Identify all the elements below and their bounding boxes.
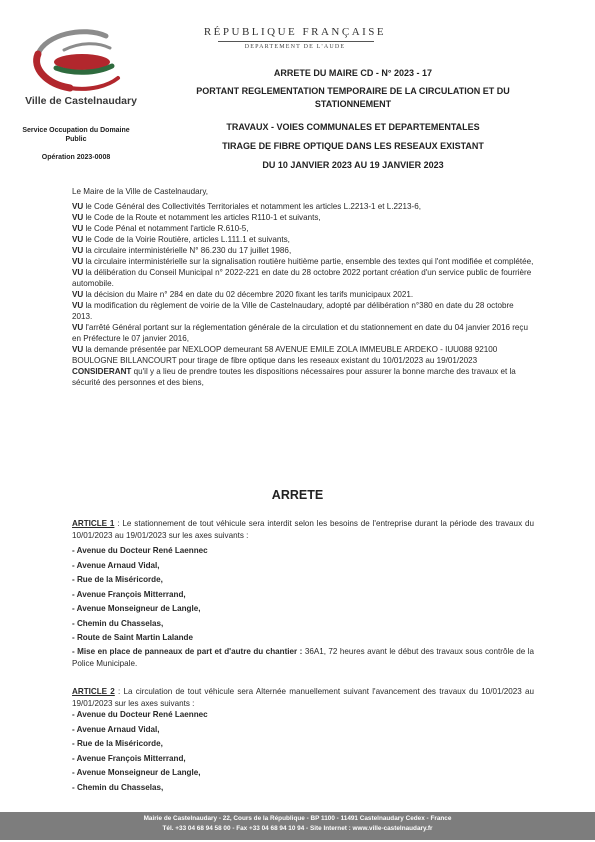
vu-text: le Code de la Route et notamment les articles R110-1 et suivants,	[85, 213, 321, 222]
works-heading: TRAVAUX - VOIES COMMUNALES ET DEPARTEMENTALES	[226, 122, 480, 132]
street-item: - Chemin du Chasselas,	[72, 618, 164, 628]
article-1-label: ARTICLE 1	[72, 519, 115, 528]
vu-word: VU	[72, 257, 84, 266]
vu-item	[72, 300, 534, 322]
mayor-intro: Le Maire de la Ville de Castelnaudary,	[72, 187, 209, 196]
vu-word: VU	[72, 323, 84, 332]
decree-number: ARRETE DU MAIRE CD - N° 2023 - 17	[273, 68, 433, 78]
departement-heading: DEPARTEMENT DE L'AUDE	[244, 44, 346, 50]
date-range-heading: DU 10 JANVIER 2023 AU 19 JANVIER 2023	[262, 160, 444, 170]
vu-list	[72, 201, 534, 366]
vu-item	[72, 289, 534, 300]
vu-item	[72, 234, 534, 245]
vu-item	[72, 267, 534, 289]
considerant-paragraph	[72, 366, 534, 388]
vu-text: le Code de la Voirie Routière, articles L.111.1 et suivants,	[85, 235, 290, 244]
republic-heading: RÉPUBLIQUE FRANÇAISE	[203, 26, 387, 38]
vu-word: VU	[72, 301, 84, 310]
vu-word: VU	[72, 268, 84, 277]
street-item: - Avenue du Docteur René Laennec	[72, 546, 208, 555]
service-label: Service Occupation du Domaine Public	[22, 127, 130, 143]
vu-word: VU	[72, 246, 84, 255]
article-1	[72, 518, 534, 541]
decree-subject-line1: PORTANT REGLEMENTATION TEMPORAIRE DE LA CIRCULATION ET DU	[196, 86, 510, 96]
footer-contact: Tél. +33 04 68 94 58 00 - Fax +33 04 68 94 10 94 - Site Internet : www.ville-castelnaudary.fr	[162, 825, 433, 832]
heading-divider	[218, 41, 374, 42]
decree-subject-line2: STATIONNEMENT	[314, 99, 392, 109]
article-2-label: ARTICLE 2	[72, 687, 115, 696]
vu-item	[72, 256, 534, 267]
vu-text: l'arrêté Général portant sur la réglementation générale de la circulation et du stationnement en date du 04 janvier 2016 reçu en Préfecture le 07 janvier 2016,	[72, 323, 528, 343]
vu-word: VU	[72, 202, 84, 211]
vu-text: la modification du règlement de voirie de la Ville de Castelnaudary, adopté par délibération n°380 en date du 28 octobre 2013.	[72, 301, 514, 321]
town-logo	[24, 28, 134, 96]
signage-text: 36A1, 72 heures avant le début des travaux sous contrôle de la Police Municipale.	[72, 647, 535, 668]
article-1-streets	[72, 544, 542, 646]
vu-word: VU	[72, 235, 84, 244]
vu-item	[72, 344, 534, 366]
article-2	[72, 686, 534, 709]
street-item: - Rue de la Miséricorde,	[72, 739, 163, 748]
vu-word: VU	[72, 213, 84, 222]
street-item: - Rue de la Miséricorde,	[72, 575, 163, 584]
vu-text: la délibération du Conseil Municipal n° 2022-221 en date du 28 octobre 2022 portant création d'un service public de fourrière automobile.	[72, 268, 532, 288]
article-2-streets	[72, 708, 542, 795]
article-1-text: : Le stationnement de tout véhicule sera interdit selon les besoins de l'entreprise durant la période des travaux du 10/01/2023 au 19/01/2023 sur les axes suivants :	[72, 519, 534, 540]
vu-word: VU	[72, 345, 84, 354]
operation-number: Opération 2023-0008	[41, 154, 111, 161]
street-item: - Avenue du Docteur René Laennec	[72, 710, 208, 719]
article-2-text: : La circulation de tout véhicule sera Alternée manuellement suivant l'avancement des travaux du 10/01/2023 au 19/01/2023 sur les axes suivants :	[72, 687, 534, 708]
vu-item	[72, 223, 534, 234]
considerant-word: CONSIDERANT	[72, 367, 132, 376]
vu-item	[72, 322, 534, 344]
vu-text: le Code Général des Collectivités Territoriales et notamment les articles L.2213-1 et L.2213-6,	[85, 202, 421, 211]
vu-text: la circulaire interministérielle N° 86.230 du 17 juillet 1986,	[85, 246, 292, 255]
vu-word: VU	[72, 224, 84, 233]
footer-address: Mairie de Castelnaudary - 22, Cours de la République - BP 1100 - 11491 Castelnaudary Cedex - France	[143, 815, 452, 822]
vu-item	[72, 245, 534, 256]
street-item: - Avenue François Mitterrand,	[72, 589, 186, 599]
fiber-heading: TIRAGE DE FIBRE OPTIQUE DANS LES RESEAUX EXISTANT	[222, 141, 484, 151]
vu-word: VU	[72, 290, 84, 299]
article-1-signage	[72, 646, 534, 669]
street-item: - Route de Saint Martin Lalande	[72, 633, 193, 642]
street-item: - Avenue Monseigneur de Langle,	[72, 604, 201, 613]
vu-text: le Code Pénal et notamment l'article R.610-5,	[85, 224, 249, 233]
street-item: - Avenue Arnaud Vidal,	[72, 560, 160, 570]
vu-text: la demande présentée par NEXLOOP demeurant 58 AVENUE EMILE ZOLA IMMEUBLE ARDEKO - IUU088 92100 BOULOGNE BILLANCOURT pour tirage de fibre optique dans les reseaux existant du 10/01/2023 au 19/01/2023	[72, 345, 498, 365]
street-item: - Avenue Monseigneur de Langle,	[72, 768, 201, 777]
considerant-text: qu'il y a lieu de prendre toutes les dispositions nécessaires pour assurer la bonne marche des travaux et la sécurité des personnes et des biens,	[72, 367, 516, 387]
street-item: - Avenue François Mitterrand,	[72, 753, 186, 763]
vu-item	[72, 201, 534, 212]
street-item: - Avenue Arnaud Vidal,	[72, 724, 160, 734]
vu-item	[72, 212, 534, 223]
vu-text: la circulaire interministérielle sur la signalisation routière huitième partie, ensemble des textes qui l'ont modifiée et complétée,	[85, 257, 534, 266]
signage-label: - Mise en place de panneaux de part et d'autre du chantier :	[72, 647, 305, 656]
arrete-title: ARRETE	[271, 488, 324, 502]
page-footer	[0, 812, 595, 840]
preamble	[72, 186, 534, 388]
street-item: - Chemin du Chasselas,	[72, 782, 164, 792]
town-name: Ville de Castelnaudary	[25, 95, 137, 107]
vu-text: la décision du Maire n° 284 en date du 02 décembre 2020 fixant les tarifs municipaux 2021.	[85, 290, 414, 299]
